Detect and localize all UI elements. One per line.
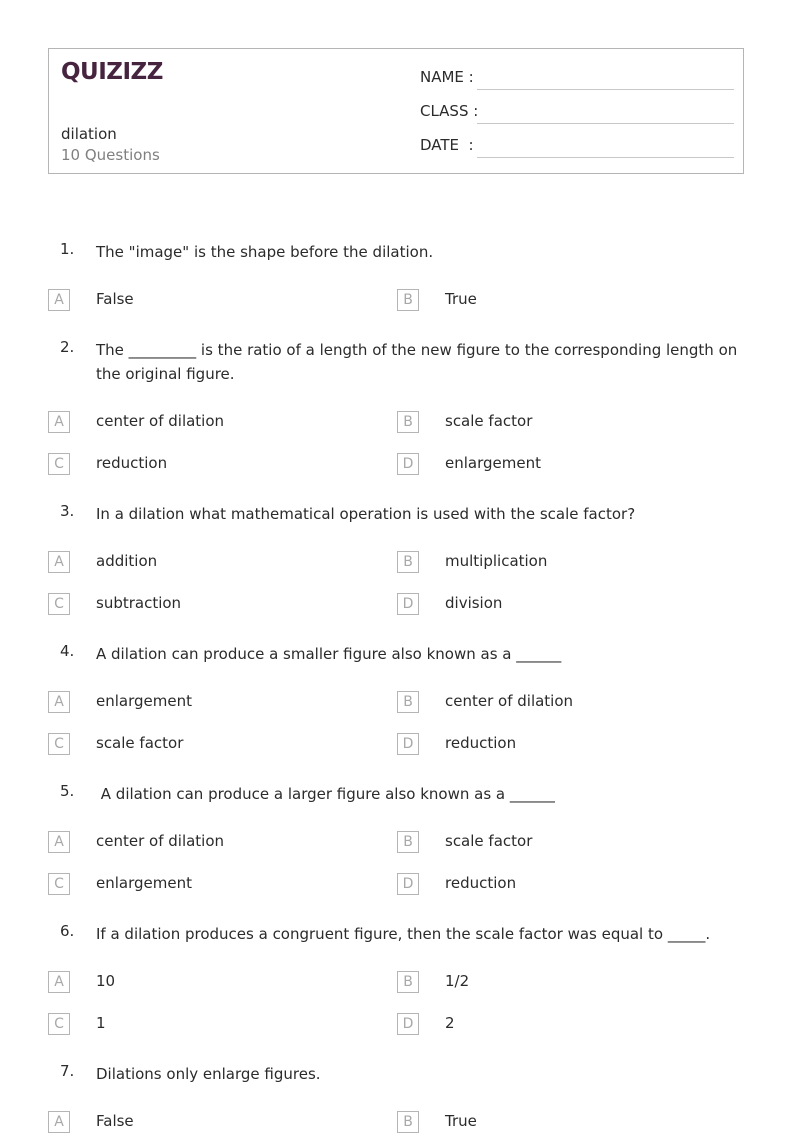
option-letter-box: C (48, 733, 70, 755)
option-text: enlargement (96, 874, 192, 892)
option-letter-box: B (397, 411, 419, 433)
worksheet-header (48, 48, 744, 174)
question-text: Dilations only enlarge figures. (96, 1065, 321, 1083)
option-text: center of dilation (96, 412, 225, 430)
question-number: 6. (60, 922, 75, 940)
question-text: A dilation can produce a smaller figure also known as a ______ (96, 645, 562, 663)
option-text: scale factor (445, 412, 533, 430)
class-field (420, 102, 734, 124)
option-text: 1/2 (445, 972, 470, 990)
option-letter-box: B (397, 289, 419, 311)
option-letter-box: A (48, 691, 70, 713)
option-letter-box: A (48, 551, 70, 573)
option-text: False (96, 1112, 134, 1130)
option-text: center of dilation (445, 692, 574, 710)
option-text: division (445, 594, 503, 612)
option-letter-box: B (397, 1111, 419, 1133)
question-text: In a dilation what mathematical operation is used with the scale factor? (96, 505, 636, 523)
option-letter-box: D (397, 873, 419, 895)
option-letter-box: B (397, 831, 419, 853)
option-text: 1 (96, 1014, 106, 1032)
date-field (420, 136, 734, 158)
option-text: 10 (96, 972, 116, 990)
option-text: center of dilation (96, 832, 225, 850)
option-letter-box: C (48, 1013, 70, 1035)
option-text: enlargement (445, 454, 541, 472)
worksheet-title: dilation (61, 125, 117, 143)
option-letter-box: D (397, 453, 419, 475)
option-text: reduction (96, 454, 168, 472)
name-field (420, 68, 734, 90)
question-number: 4. (60, 642, 75, 660)
question-text: The "image" is the shape before the dilation. (96, 243, 434, 261)
question-count: 10 Questions (61, 146, 160, 164)
option-text: scale factor (445, 832, 533, 850)
option-text: subtraction (96, 594, 182, 612)
option-text: multiplication (445, 552, 548, 570)
option-text: 2 (445, 1014, 455, 1032)
question-number: 1. (60, 240, 75, 258)
option-text: scale factor (96, 734, 184, 752)
question-number: 5. (60, 782, 75, 800)
option-letter-box: B (397, 971, 419, 993)
option-letter-box: D (397, 593, 419, 615)
option-text: enlargement (96, 692, 192, 710)
date-label: DATE : (420, 136, 474, 154)
option-letter-box: A (48, 1111, 70, 1133)
class-label: CLASS : (420, 102, 479, 120)
option-letter-box: B (397, 551, 419, 573)
question-text: If a dilation produces a congruent figure, then the scale factor was equal to _____. (96, 925, 711, 943)
question-number: 7. (60, 1062, 75, 1080)
option-letter-box: C (48, 593, 70, 615)
question-number: 2. (60, 338, 75, 356)
option-letter-box: D (397, 1013, 419, 1035)
option-letter-box: C (48, 453, 70, 475)
question-text: A dilation can produce a larger figure also known as a ______ (96, 785, 555, 803)
option-letter-box: A (48, 411, 70, 433)
option-text: addition (96, 552, 158, 570)
date-line (477, 157, 734, 158)
option-text: True (445, 1112, 477, 1130)
option-text: reduction (445, 734, 517, 752)
name-label: NAME : (420, 68, 474, 86)
option-letter-box: C (48, 873, 70, 895)
question-text: The _________ is the ratio of a length of the new figure to the corresponding length on the original figure. (96, 341, 743, 383)
option-letter-box: D (397, 733, 419, 755)
option-letter-box: A (48, 289, 70, 311)
option-text: True (445, 290, 477, 308)
class-line (477, 123, 734, 124)
question-number: 3. (60, 502, 75, 520)
name-line (477, 89, 734, 90)
option-letter-box: A (48, 971, 70, 993)
option-text: reduction (445, 874, 517, 892)
option-letter-box: A (48, 831, 70, 853)
quizizz-logo: QUIZIZZ (61, 59, 163, 85)
option-text: False (96, 290, 134, 308)
option-letter-box: B (397, 691, 419, 713)
